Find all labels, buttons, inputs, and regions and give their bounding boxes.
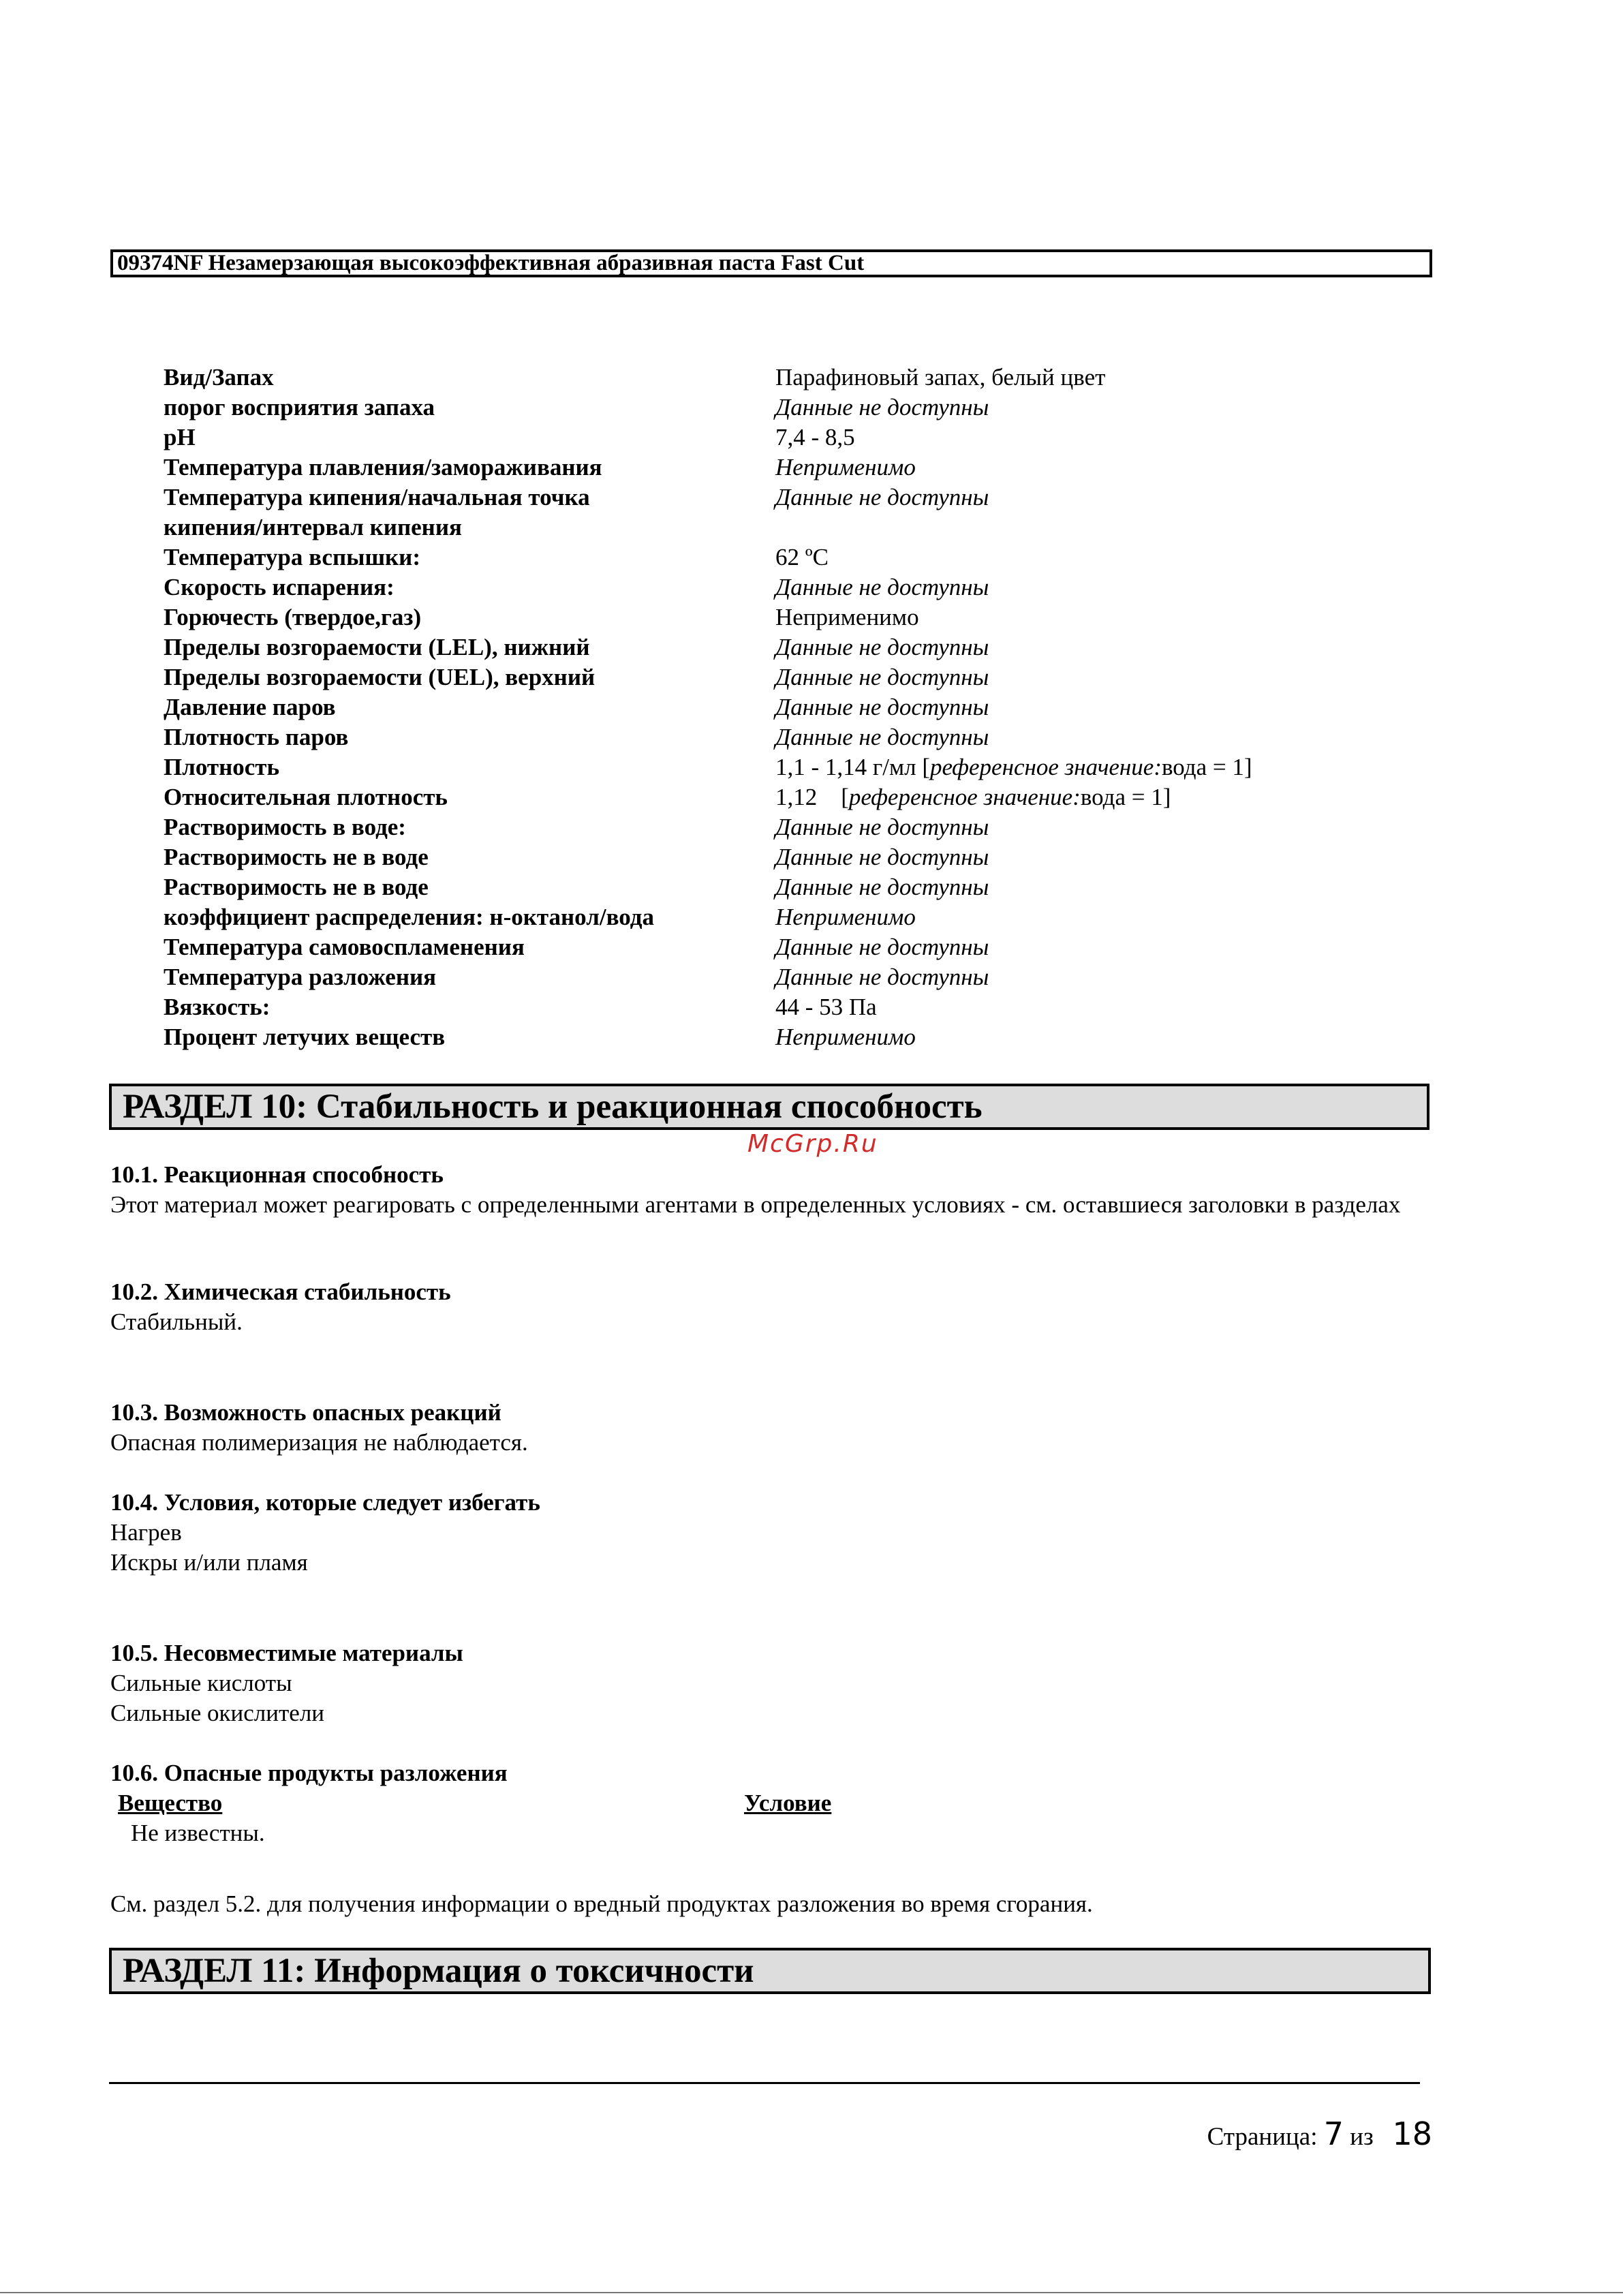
property-value: Неприменимо (775, 1024, 916, 1050)
property-value (775, 512, 1363, 542)
property-label: Вид/Запах (164, 364, 274, 391)
property-row (164, 782, 1363, 812)
reference-value-label: референсное значение: (848, 784, 1081, 810)
property-label: Растворимость не в воде (164, 874, 429, 900)
property-label: Плотность паров (164, 724, 349, 750)
subsection-10-4-line-2: Искры и/или пламя (110, 1549, 308, 1576)
decomposition-products-value: Не известны. (131, 1820, 265, 1846)
property-row (164, 812, 1363, 842)
property-label: Растворимость не в воде (164, 844, 429, 870)
property-value: Данные не доступны (775, 634, 989, 660)
property-label: Температура вспышки: (164, 544, 420, 570)
property-label: Плотность (164, 754, 279, 780)
property-label: Давление паров (164, 694, 336, 720)
subsection-10-4-heading: 10.4. Условия, которые следует избегать (110, 1489, 540, 1516)
footer-divider (109, 2082, 1420, 2084)
property-value: Парафиновый запах, белый цвет (775, 364, 1106, 391)
property-label: Пределы возгораемости (UEL), верхний (164, 664, 596, 690)
property-row (164, 842, 1363, 872)
property-value-part: 1,12 [ (775, 784, 849, 810)
property-row (164, 393, 1363, 423)
property-row (164, 902, 1363, 932)
property-label: pH (164, 424, 196, 450)
property-row (164, 542, 1363, 572)
subsection-10-6-note: См. раздел 5.2. для получения информации о вредный продуктах разложения во время сгорания. (110, 1891, 1093, 1917)
property-row (164, 662, 1363, 692)
section-10-title: РАЗДЕЛ 10: Стабильность и реакционная способность (109, 1084, 1429, 1130)
property-label: Температура самовоспламенения (164, 934, 525, 960)
property-value: Данные не доступны (775, 664, 989, 690)
page-bottom-edge (0, 2292, 1623, 2293)
property-label: Температура разложения (164, 964, 437, 990)
reference-value-label: референсное значение: (930, 754, 1162, 780)
property-value-part: 1,1 - 1,14 г/мл [ (775, 754, 931, 780)
property-label: Вязкость: (164, 994, 270, 1020)
subsection-10-3-text: Опасная полимеризация не наблюдается. (110, 1429, 528, 1456)
property-value: Неприменимо (775, 454, 916, 480)
property-label: коэффициент распределения: н-октанол/вода (164, 904, 654, 930)
column-header-substance: Вещество (118, 1790, 223, 1816)
property-row (164, 992, 1363, 1022)
property-row (164, 932, 1363, 962)
property-value: 44 - 53 Па (775, 994, 877, 1020)
property-value-part: вода = 1] (1161, 754, 1252, 780)
property-value: Данные не доступны (775, 484, 989, 510)
page-label: Страница: (1207, 2123, 1318, 2151)
property-value: Данные не доступны (775, 934, 989, 960)
subsection-10-2-heading: 10.2. Химическая стабильность (110, 1279, 451, 1305)
property-label: Относительная плотность (164, 784, 448, 810)
property-label: Температура кипения/начальная точка (164, 484, 590, 510)
subsection-10-6-heading: 10.6. Опасные продукты разложения (110, 1760, 508, 1786)
subsection-10-3-heading: 10.3. Возможность опасных реакций (110, 1399, 501, 1426)
subsection-10-5-heading: 10.5. Несовместимые материалы (110, 1640, 463, 1666)
section-11-title: РАЗДЕЛ 11: Информация о токсичности (109, 1948, 1431, 1994)
property-row (164, 962, 1363, 992)
property-row (164, 752, 1363, 782)
property-value: Данные не доступны (775, 724, 989, 750)
property-row (164, 572, 1363, 602)
property-row (164, 632, 1363, 662)
property-value-part: вода = 1] (1080, 784, 1171, 810)
property-row (164, 722, 1363, 752)
property-value: Данные не доступны (775, 394, 989, 420)
properties-table (164, 363, 1363, 1052)
subsection-10-1-heading: 10.1. Реакционная способность (110, 1161, 444, 1188)
property-row (164, 602, 1363, 632)
property-row (164, 453, 1363, 483)
property-value: Данные не доступны (775, 874, 989, 900)
property-value: 62 ºC (775, 544, 829, 570)
property-value: Данные не доступны (775, 844, 989, 870)
property-value: Данные не доступны (775, 814, 989, 840)
property-row (164, 363, 1363, 393)
property-label: кипения/интервал кипения (164, 514, 462, 540)
property-label: Горючесть (твердое,газ) (164, 604, 422, 630)
subsection-10-5-line-2: Сильные окислители (110, 1700, 325, 1726)
property-label: Пределы возгораемости (LEL), нижний (164, 634, 590, 660)
property-row (164, 483, 1363, 512)
column-header-condition: Условие (744, 1790, 832, 1816)
subsection-10-4-line-1: Нагрев (110, 1519, 182, 1546)
property-value: Данные не доступны (775, 694, 989, 720)
property-value: Данные не доступны (775, 574, 989, 600)
property-value: Неприменимо (775, 604, 919, 630)
property-label: Температура плавления/замораживания (164, 454, 602, 480)
property-row (164, 872, 1363, 902)
property-label: Скорость испарения: (164, 574, 395, 600)
watermark: McGrp.Ru (747, 1130, 878, 1158)
subsection-10-2-text: Стабильный. (110, 1308, 243, 1335)
property-row (164, 692, 1363, 722)
of-label: из (1350, 2123, 1374, 2151)
property-label: Растворимость в воде: (164, 814, 406, 840)
property-value: Неприменимо (775, 904, 916, 930)
property-value (775, 752, 1363, 782)
document-header: 09374NF Незамерзающая высокоэффективная абразивная паста Fast Cut (110, 249, 1432, 277)
property-value: 7,4 - 8,5 (775, 424, 855, 450)
property-row (164, 1022, 1363, 1052)
property-value: Данные не доступны (775, 964, 989, 990)
property-label: порог восприятия запаха (164, 394, 435, 420)
property-value (775, 782, 1363, 812)
subsection-10-5-line-1: Сильные кислоты (110, 1670, 292, 1696)
total-pages: 18 (1392, 2115, 1432, 2152)
current-page: 7 (1323, 2115, 1344, 2152)
property-label: Процент летучих веществ (164, 1024, 446, 1050)
property-row (164, 512, 1363, 542)
page-number (1207, 2117, 1432, 2154)
property-row (164, 423, 1363, 453)
subsection-10-1-text: Этот материал может реагировать с определенными агентами в определенных условиях - см. оставшиеся заголовки в разделах (110, 1191, 1401, 1218)
